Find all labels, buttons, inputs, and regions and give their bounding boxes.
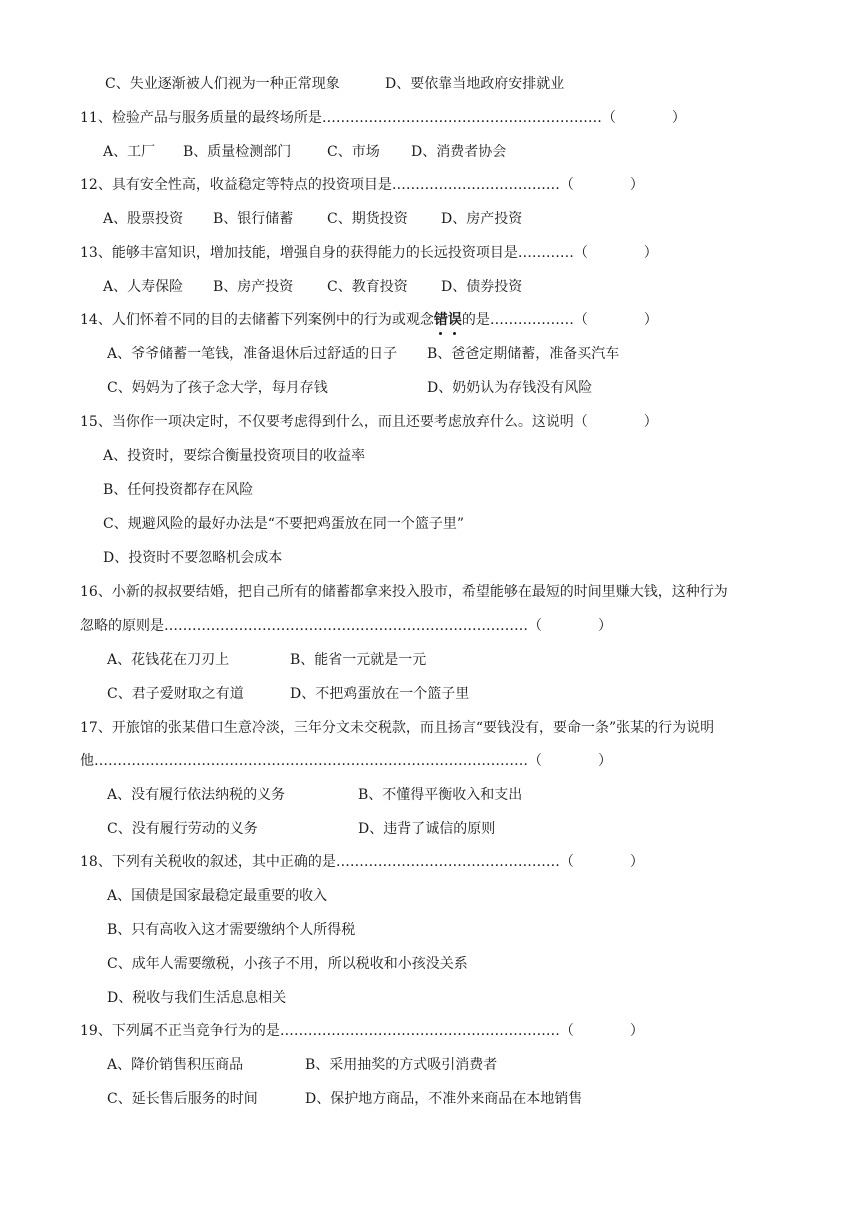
q19-option-b: B、采用抽奖的方式吸引消费者 bbox=[305, 1057, 498, 1073]
q10-option-c: C、失业逐渐被人们视为一种正常现象 bbox=[105, 76, 340, 92]
q16-stem-line2: 忽略的原则是……………………………………………………………………（ ） bbox=[80, 618, 612, 634]
q17-option-c: C、没有履行劳动的义务 bbox=[107, 821, 258, 837]
q14-option-a: A、爷爷储蓄一笔钱，准备退休后过舒适的日子 bbox=[107, 346, 398, 362]
q19-option-d: D、保护地方商品，不准外来商品在本地销售 bbox=[305, 1091, 583, 1107]
q18-option-d: D、税收与我们生活息息相关 bbox=[107, 990, 287, 1006]
q12-option-d: D、房产投资 bbox=[441, 211, 523, 227]
q10-option-d: D、要依靠当地政府安排就业 bbox=[385, 76, 565, 92]
q19-stem: 19、下列属不正当竞争行为的是……………………………………………………（ ） bbox=[80, 1023, 644, 1039]
q12-option-c: C、期货投资 bbox=[327, 211, 408, 227]
q12-option-a: A、股票投资 bbox=[103, 211, 184, 227]
q17-stem-line1: 17、开旅馆的张某借口生意冷淡，三年分文未交税款，而且扬言“要钱没有，要命一条”张某的行为说明 bbox=[80, 720, 715, 736]
q11-stem: 11、检验产品与服务质量的最终场所是……………………………………………………（ ） bbox=[80, 110, 686, 126]
q19-option-c: C、延长售后服务的时间 bbox=[107, 1091, 258, 1107]
q19-option-a: A、降价销售积压商品 bbox=[107, 1057, 244, 1073]
q18-option-b: B、只有高收入这才需要缴纳个人所得税 bbox=[107, 922, 356, 938]
q11-option-c: C、市场 bbox=[327, 144, 380, 160]
q15-stem: 15、当你作一项决定时，不仅要考虑得到什么，而且还要考虑放弃什么。这说明（ ） bbox=[80, 414, 658, 430]
q13-option-b: B、房产投资 bbox=[213, 279, 294, 295]
q11-option-d: D、消费者协会 bbox=[411, 144, 507, 160]
q16-option-b: B、能省一元就是一元 bbox=[290, 652, 427, 668]
q16-option-d: D、不把鸡蛋放在一个篮子里 bbox=[290, 686, 470, 702]
q14-emphasis-2: 误 bbox=[447, 312, 462, 328]
q18-option-a: A、国债是国家最稳定最重要的收入 bbox=[107, 888, 328, 904]
q13-stem: 13、能够丰富知识，增加技能，增强自身的获得能力的长远投资项目是…………（ ） bbox=[80, 245, 658, 261]
q16-option-a: A、花钱花在刀刃上 bbox=[107, 652, 230, 668]
q17-option-a: A、没有履行依法纳税的义务 bbox=[107, 787, 286, 803]
q11-option-b: B、质量检测部门 bbox=[183, 144, 292, 160]
q17-option-d: D、违背了诚信的原则 bbox=[358, 821, 496, 837]
q16-option-c: C、君子爱财取之有道 bbox=[107, 686, 244, 702]
q14-stem-pre: 14、人们怀着不同的目的去储蓄下列案例中的行为或观念 bbox=[80, 312, 434, 328]
q14-stem bbox=[80, 310, 658, 330]
q12-option-b: B、银行储蓄 bbox=[213, 211, 294, 227]
q15-option-b: B、任何投资都存在风险 bbox=[103, 482, 254, 498]
q15-option-c: C、规避风险的最好办法是“不要把鸡蛋放在同一个篮子里” bbox=[103, 516, 465, 532]
q17-option-b: B、不懂得平衡收入和支出 bbox=[358, 787, 523, 803]
q12-stem: 12、具有安全性高，收益稳定等特点的投资项目是………………………………（ ） bbox=[80, 177, 644, 193]
q11-option-a: A、工厂 bbox=[103, 144, 156, 160]
q14-option-b: B、爸爸定期储蓄，准备买汽车 bbox=[427, 346, 620, 362]
q14-option-d: D、奶奶认为存钱没有风险 bbox=[427, 380, 593, 396]
q13-option-c: C、教育投资 bbox=[327, 279, 408, 295]
q15-option-d: D、投资时不要忽略机会成本 bbox=[103, 550, 283, 566]
q18-stem: 18、下列有关税收的叙述，其中正确的是…………………………………………（ ） bbox=[80, 854, 644, 870]
q14-stem-post: 的是………………（ ） bbox=[461, 312, 658, 328]
q14-option-c: C、妈妈为了孩子念大学，每月存钱 bbox=[107, 380, 328, 396]
q16-stem-line1: 16、小新的叔叔要结婚，把自己所有的储蓄都拿来投入股市，希望能够在最短的时间里赚大钱，这种行为 bbox=[80, 584, 728, 600]
q18-option-c: C、成年人需要缴税，小孩子不用，所以税收和小孩没关系 bbox=[107, 956, 468, 972]
q15-option-a: A、投资时，要综合衡量投资项目的收益率 bbox=[103, 448, 366, 464]
q13-option-d: D、债券投资 bbox=[441, 279, 523, 295]
q17-stem-line2: 他…………………………………………………………………………………（ ） bbox=[80, 753, 612, 769]
q13-option-a: A、人寿保险 bbox=[103, 279, 184, 295]
q14-emphasis-1: 错 bbox=[433, 312, 448, 328]
